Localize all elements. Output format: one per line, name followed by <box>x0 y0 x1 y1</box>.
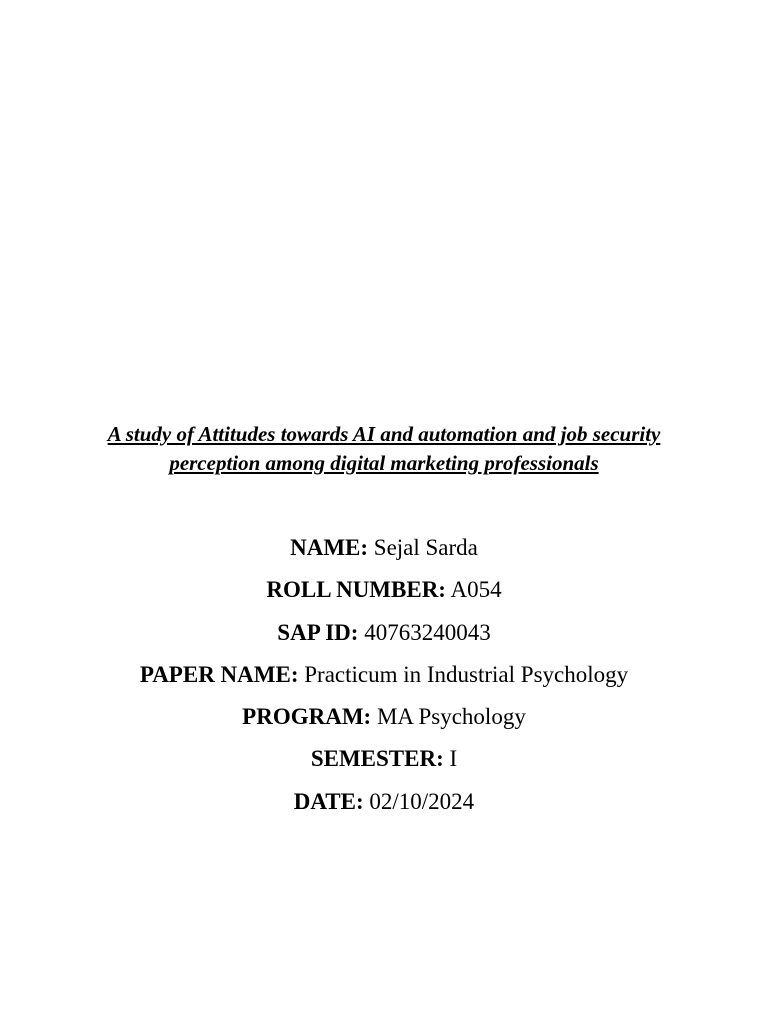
field-sap-id <box>0 612 768 654</box>
field-roll-number <box>0 569 768 611</box>
field-paper-name <box>0 654 768 696</box>
field-date <box>0 781 768 823</box>
field-value: Practicum in Industrial Psychology <box>304 661 629 687</box>
field-name <box>0 527 768 569</box>
field-value: Sejal Sarda <box>373 535 478 560</box>
field-program <box>0 696 768 738</box>
document-title <box>0 420 768 478</box>
title-line-1: A study of Attitudes towards AI and automation and job security <box>107 422 661 446</box>
field-semester <box>0 738 768 780</box>
field-value: 40763240043 <box>364 619 491 645</box>
field-label: NAME: <box>290 535 369 560</box>
title-line-2: perception among digital marketing professionals <box>169 451 599 475</box>
field-value: I <box>449 746 458 772</box>
student-info <box>0 527 768 823</box>
field-value: 02/10/2024 <box>369 788 475 814</box>
field-label: DATE: <box>293 788 364 814</box>
field-label: PAPER NAME: <box>139 661 299 687</box>
field-label: SEMESTER: <box>310 746 444 772</box>
field-label: ROLL NUMBER: <box>266 577 446 603</box>
field-label: SAP ID: <box>277 619 359 645</box>
field-value: A054 <box>450 577 502 603</box>
field-value: MA Psychology <box>376 704 526 730</box>
field-label: PROGRAM: <box>242 704 372 730</box>
